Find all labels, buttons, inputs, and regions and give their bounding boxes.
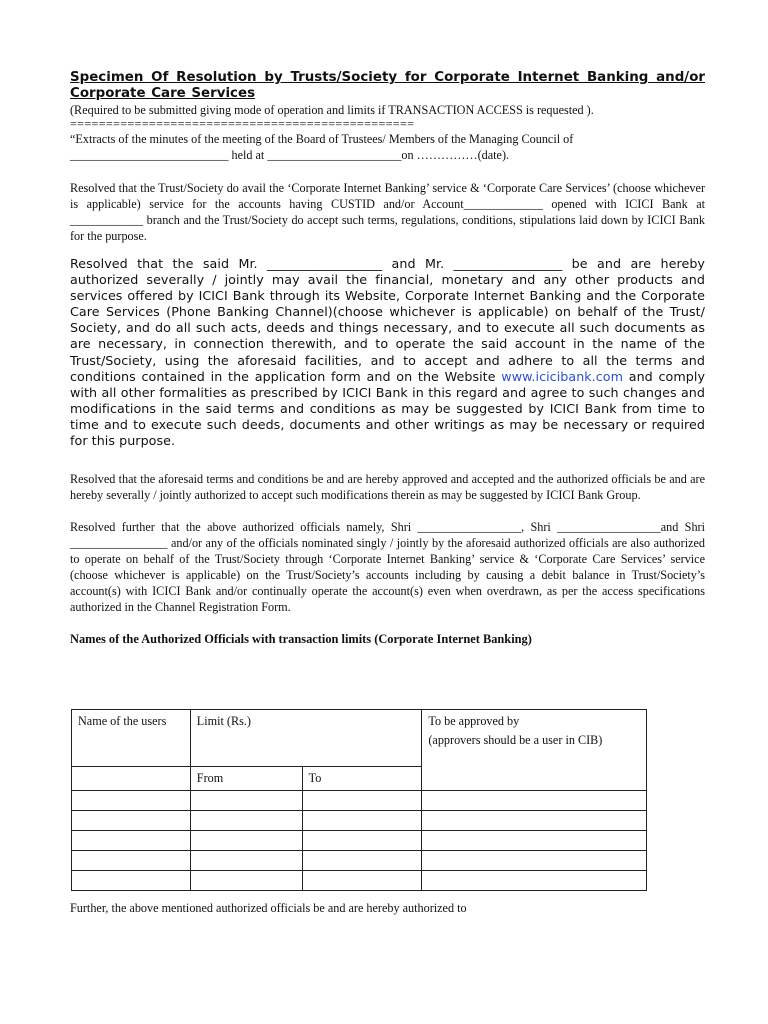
to-cell[interactable] — [302, 791, 422, 811]
extract-line-1: “Extracts of the minutes of the meeting of the Board of Trustees/ Members of the Managing Council of — [70, 132, 574, 146]
table-row — [72, 851, 647, 871]
table-row — [72, 791, 647, 811]
document-title: Specimen Of Resolution by Trusts/Society for Corporate Internet Banking and/or Corporate Care Services — [70, 70, 705, 101]
subheader-to — [302, 767, 422, 791]
resolution-paragraph-2 — [70, 256, 705, 449]
subheader-from — [190, 767, 302, 791]
from-cell[interactable] — [190, 791, 302, 811]
name-cell[interactable] — [72, 791, 191, 811]
resolution-paragraph-3: Resolved that the aforesaid terms and conditions be and are hereby approved and accepted and the authorized officials be and are hereby severally / jointly authorized to accept such modifications therein as may be suggested by ICICI Bank Group. — [70, 472, 705, 503]
table-row — [72, 831, 647, 851]
empty-cell — [72, 767, 191, 791]
authorized-officials-table — [71, 709, 647, 891]
document-body — [70, 70, 705, 647]
header-name-of-users — [72, 710, 191, 767]
header-approver-line-2: (approvers should be a user in CIB) — [428, 733, 603, 747]
table-row — [72, 811, 647, 831]
header-limit-label: Limit (Rs.) — [196, 714, 251, 728]
name-cell[interactable] — [72, 851, 191, 871]
icici-website-link[interactable]: www.icicibank.com — [501, 368, 624, 384]
subheader-to-label: To — [308, 771, 322, 785]
header-limit — [190, 710, 422, 767]
footer-paragraph: Further, the above mentioned authorized officials be and are hereby authorized to — [70, 901, 467, 915]
name-cell[interactable] — [72, 831, 191, 851]
table-row — [72, 871, 647, 891]
to-cell[interactable] — [302, 851, 422, 871]
to-cell[interactable] — [302, 831, 422, 851]
separator-line: ================================================ — [70, 118, 415, 131]
resolution-paragraph-4: Resolved further that the above authorized officials namely, Shri _________________, Shri _________________and Shri ________________ and/or any of the officials nominated singly / jointly by the aforesaid authorized officials are also authorized to operate on behalf of the Trust/Society through ‘Corporate Internet Banking’ service & ‘Corporate Care Services’ service (choose whichever is applicable) on the Trust/Society’s accounts including by causing a debit balance in Trust/Society’s account(s) with ICICI Bank and/or continually operate the account(s) even when overdrawn, as per the access specifications authorized in the Channel Registration Form. — [70, 520, 705, 615]
from-cell[interactable] — [190, 851, 302, 871]
document-subtitle: (Required to be submitted giving mode of operation and limits if TRANSACTION ACCESS is requested ). — [70, 103, 594, 117]
approver-cell[interactable] — [422, 791, 647, 811]
to-cell[interactable] — [302, 811, 422, 831]
from-cell[interactable] — [190, 831, 302, 851]
subheader-from-label: From — [196, 771, 224, 785]
to-cell[interactable] — [302, 871, 422, 891]
approver-cell[interactable] — [422, 851, 647, 871]
approver-cell[interactable] — [422, 831, 647, 851]
approver-cell[interactable] — [422, 811, 647, 831]
paragraph-2-text-before: Resolved that the said Mr. __________________ and Mr. _________________ be and are hereby authorized severally / jointly may avail the financial, monetary and any other products and services offered by ICICI Bank through its Website, Corporate Internet Banking and the Corporate Care Services (Phone Banking Channel)(choose whichever is applicable) on behalf of the Trust/ Society, and do all such acts, deeds and things necessary, and to execute all such documents as are necessary, in connection therewith, and to operate the said account in the name of the Trust/Society, using the aforesaid facilities, and to accept and adhere to all the terms and conditions contained in the application form and on the Website — [70, 256, 705, 384]
header-approver-line-1: To be approved by — [428, 714, 520, 728]
from-cell[interactable] — [190, 871, 302, 891]
resolution-paragraph-1: Resolved that the Trust/Society do avail the ‘Corporate Internet Banking’ service & ‘Corporate Care Services’ (choose whichever is applicable) service for the accounts having CUSTID and/or Account_____________ opened with ICICI Bank at ____________ branch and the Trust/Society do accept such terms, regulations, conditions, stipulations laid down by ICICI Bank for the purpose. — [70, 181, 705, 243]
name-cell[interactable] — [72, 871, 191, 891]
extract-line-2: __________________________ held at ______________________on ……………(date). — [70, 148, 510, 162]
from-cell[interactable] — [190, 811, 302, 831]
approver-cell[interactable] — [422, 871, 647, 891]
header-approver — [422, 710, 647, 791]
paragraph-2-text-after: and comply with all other formalities as prescribed by ICICI Bank in this regard and agree to such changes and modifications in the said terms and conditions as may be suggested by ICICI Bank from time to time and to execute such deeds, documents and other writings as may be necessary or required for this purpose. — [70, 368, 706, 449]
table-heading: Names of the Authorized Officials with transaction limits (Corporate Internet Banking) — [70, 632, 532, 647]
header-name-of-users-label: Name of the users — [78, 714, 167, 728]
name-cell[interactable] — [72, 811, 191, 831]
